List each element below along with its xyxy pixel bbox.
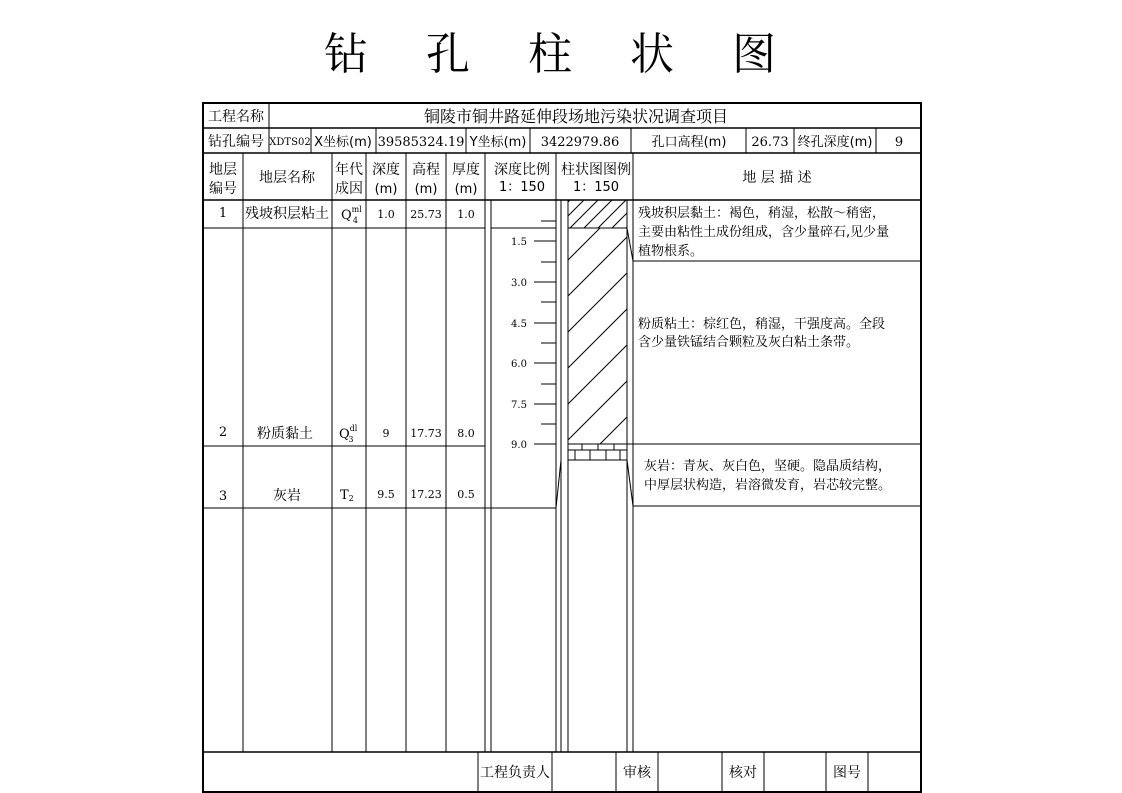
age-symbol: T2 [340, 488, 354, 503]
layer-no: 3 [218, 489, 228, 504]
layer-depth: 9 [382, 427, 390, 440]
page-title: 钻 孔 柱 状 图 [324, 29, 798, 80]
layer-description-line: 含少量铁锰结合颗粒及灰白粘土条带。 [638, 335, 860, 350]
col-depth: 深度 [372, 162, 400, 178]
col-depth-unit: (m) [374, 182, 398, 197]
scale-tick-label: 9.0 [511, 440, 527, 451]
scale-tick-label: 6.0 [511, 359, 527, 370]
final-depth-value: 9 [894, 135, 904, 150]
layer-name: 残坡积层粘土 [245, 206, 329, 222]
layer-row [219, 458, 891, 504]
col-depth-scale: 深度比例 [494, 162, 550, 178]
layer-row [219, 205, 889, 259]
layer-depth: 1.0 [377, 208, 395, 221]
layer-row [219, 316, 885, 444]
col-legend-ratio: 1：150 [572, 180, 620, 195]
depth-scale [534, 221, 556, 444]
col-thickness-unit: (m) [454, 182, 478, 197]
elevation-label: 孔口高程(m) [651, 135, 727, 150]
final-depth-label: 终孔深度(m) [797, 135, 873, 150]
scale-tick-label: 3.0 [511, 278, 527, 289]
legend-limestone [568, 444, 627, 460]
hole-label: 钻孔编号 [208, 134, 264, 150]
layer-description-line: 残坡积层黏土：褐色，稍湿，松散～稍密， [638, 206, 886, 221]
hole-number: XDTS02 [269, 137, 311, 148]
layer-description-line: 灰岩：青灰、灰白色，坚硬。隐晶质结构， [644, 459, 892, 474]
elevation-value: 26.73 [751, 135, 789, 150]
col-elevation: 高程 [412, 162, 440, 178]
col-thickness: 厚度 [452, 162, 480, 178]
layer-no: 2 [218, 425, 228, 440]
layer-depth: 9.5 [377, 488, 395, 501]
x-coord-label: X坐标(m) [314, 135, 372, 150]
layer-no: 1 [218, 206, 228, 221]
col-layer-no-2: 编号 [209, 181, 237, 197]
x-coord-value: 39585324.19 [377, 135, 465, 150]
layer-description-line: 主要由粘性土成份组成，含少量碎石,见少量 [638, 225, 890, 240]
col-depth-scale-ratio: 1：150 [498, 180, 546, 195]
col-age: 年代 [335, 162, 363, 178]
layer-description-line: 中厚层状构造，岩溶微发育，岩芯较完整。 [644, 478, 892, 493]
col-layer-no: 地层 [209, 162, 237, 178]
col-age-2: 成因 [335, 181, 363, 197]
age-symbol: $Q^{ml}$ 4 [341, 205, 362, 225]
layer-thickness: 1.0 [457, 208, 475, 221]
layer-name: 灰岩 [273, 488, 301, 504]
col-layer-name: 地层名称 [259, 170, 315, 186]
scale-tick-label: 7.5 [511, 400, 527, 411]
layer-thickness: 8.0 [457, 427, 475, 440]
col-elevation-unit: (m) [414, 182, 438, 197]
layer-name: 粉质黏土 [257, 426, 313, 442]
layer-thickness: 0.5 [457, 488, 475, 501]
layer-elevation: 25.73 [410, 208, 442, 221]
y-coord-label: Y坐标(m) [469, 135, 527, 150]
col-description: 地 层 描 述 [742, 170, 812, 186]
col-legend: 柱状图图例 [561, 162, 631, 178]
layer-description-line: 植物根系。 [638, 244, 704, 259]
scale-tick-label: 1.5 [511, 237, 527, 248]
project-leader-label: 工程负责人 [480, 765, 550, 781]
legend-silty-clay [568, 228, 627, 444]
drawing-number-label: 图号 [833, 765, 861, 781]
age-symbol: $Q^{dl}$ 3 [339, 424, 358, 444]
y-coord-value: 3422979.86 [540, 135, 620, 150]
layer-description-line: 粉质粘土：棕红色，稍湿，干强度高。全段 [638, 317, 886, 332]
layer-elevation: 17.73 [410, 427, 442, 440]
scale-tick-label: 4.5 [511, 319, 527, 330]
legend-clay-residual [568, 200, 627, 228]
project-name: 铜陵市铜井路延伸段场地污染状况调查项目 [423, 107, 729, 126]
project-label: 工程名称 [208, 109, 264, 125]
check-label: 核对 [729, 765, 757, 781]
layer-elevation: 17.23 [410, 488, 442, 501]
review-label: 审核 [623, 765, 651, 781]
